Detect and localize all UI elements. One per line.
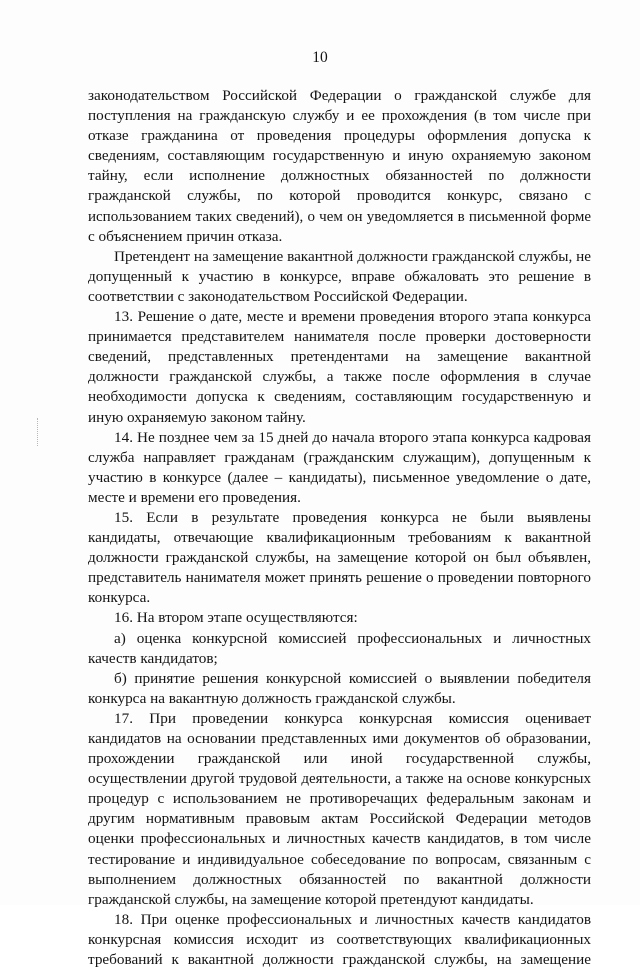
text-line: гражданской службы, на замещение которой претендуют кандидаты.	[88, 890, 534, 908]
text-line: законодательством Российской Федерации о гражданской службе для	[88, 87, 591, 104]
text-line: принимается представителем нанимателя после проверки достоверности	[88, 328, 591, 346]
text-line: должности гражданской службы, а также после оформления в случае	[88, 368, 591, 386]
text-line: отказе гражданина от проведения процедуры оформления допуска к	[88, 127, 591, 145]
text-line: осуществлении другой трудовой деятельности, а также на основе конкурсных	[88, 771, 591, 788]
text-line: представитель нанимателя может принять решение о проведении повторного	[88, 569, 591, 587]
text-line: 14. Не позднее чем за 15 дней до начала второго этапа конкурса кадровая	[114, 428, 591, 446]
text-line: требований к вакантной должности гражданской службы, на замещение	[88, 951, 591, 969]
document-body-text	[88, 86, 593, 970]
page-number: 10	[312, 49, 328, 66]
text-line: сведениям, составляющим государственную и иную охраняемую законом	[88, 147, 591, 165]
margin-scan-mark	[37, 418, 42, 446]
text-line: иную охраняемую законом тайну.	[88, 408, 306, 426]
text-line: прохождении гражданской или иной государственной службы,	[88, 750, 591, 768]
text-line: гражданской службы, по которой проводится конкурс, связано с	[88, 187, 591, 205]
text-line: б) принятие решения конкурсной комиссией о выявлении победителя	[114, 669, 591, 687]
text-line: Претендент на замещение вакантной должности гражданской службы, не	[114, 247, 591, 265]
text-line: кандидатов на основании представленных ими документов об образовании,	[88, 730, 591, 747]
text-line: 17. При проведении конкурса конкурсная комиссия оценивает	[114, 709, 591, 727]
text-line: 15. Если в результате проведения конкурса не были выявлены	[114, 508, 591, 526]
text-line: допущенный к участию в конкурсе, вправе обжаловать это решение в	[88, 267, 591, 285]
text-line: оценки профессиональных и личностных качеств кандидатов, в том числе	[88, 830, 591, 848]
text-line: с объяснением причин отказа.	[88, 227, 283, 245]
text-line: должности гражданской службы, на замещение которой он был объявлен,	[88, 549, 591, 567]
text-line: 16. На втором этапе осуществляются:	[114, 609, 358, 627]
text-line: 18. При оценке профессиональных и личностных качеств кандидатов	[114, 910, 591, 928]
text-line: процедур с использованием не противоречащих федеральным законам и	[88, 790, 591, 808]
text-line: необходимости допуска к сведениям, составляющим государственную и	[88, 388, 591, 406]
text-line: кандидаты, отвечающие квалификационным требованиям к вакантной	[88, 529, 591, 547]
text-line: конкурса на вакантную должность гражданской службы.	[88, 689, 456, 707]
text-line: конкурсная комиссия исходит из соответствующих квалификационных	[88, 930, 591, 948]
text-line: использованием таких сведений), о чем он уведомляется в письменной форме	[88, 208, 591, 225]
text-line: поступления на гражданскую службу и ее прохождения (в том числе при	[88, 107, 591, 125]
text-line: тайну, если исполнение должностных обязанностей по должности	[88, 167, 591, 185]
text-line: участию в конкурсе (далее – кандидаты), письменное уведомление о дате,	[88, 468, 591, 486]
text-line: 13. Решение о дате, месте и времени проведения второго этапа конкурса	[114, 308, 591, 326]
text-line: сведений, представленных претендентами на замещение вакантной	[88, 348, 591, 366]
text-line: а) оценка конкурсной комиссией профессиональных и личностных	[114, 629, 591, 647]
text-line: служба направляет гражданам (гражданским служащим), допущенным к	[88, 448, 591, 466]
text-line: месте и времени его проведения.	[88, 488, 301, 506]
text-line: выполнением должностных обязанностей по вакантной должности	[88, 870, 591, 888]
text-line: другим нормативным правовым актам Российской Федерации методов	[88, 810, 591, 828]
text-line: соответствии с законодательством Российской Федерации.	[88, 287, 468, 305]
text-line: конкурса.	[88, 589, 151, 607]
text-line: тестирование и индивидуальное собеседование по вопросам, связанным с	[88, 850, 591, 868]
text-line: качеств кандидатов;	[88, 649, 218, 667]
